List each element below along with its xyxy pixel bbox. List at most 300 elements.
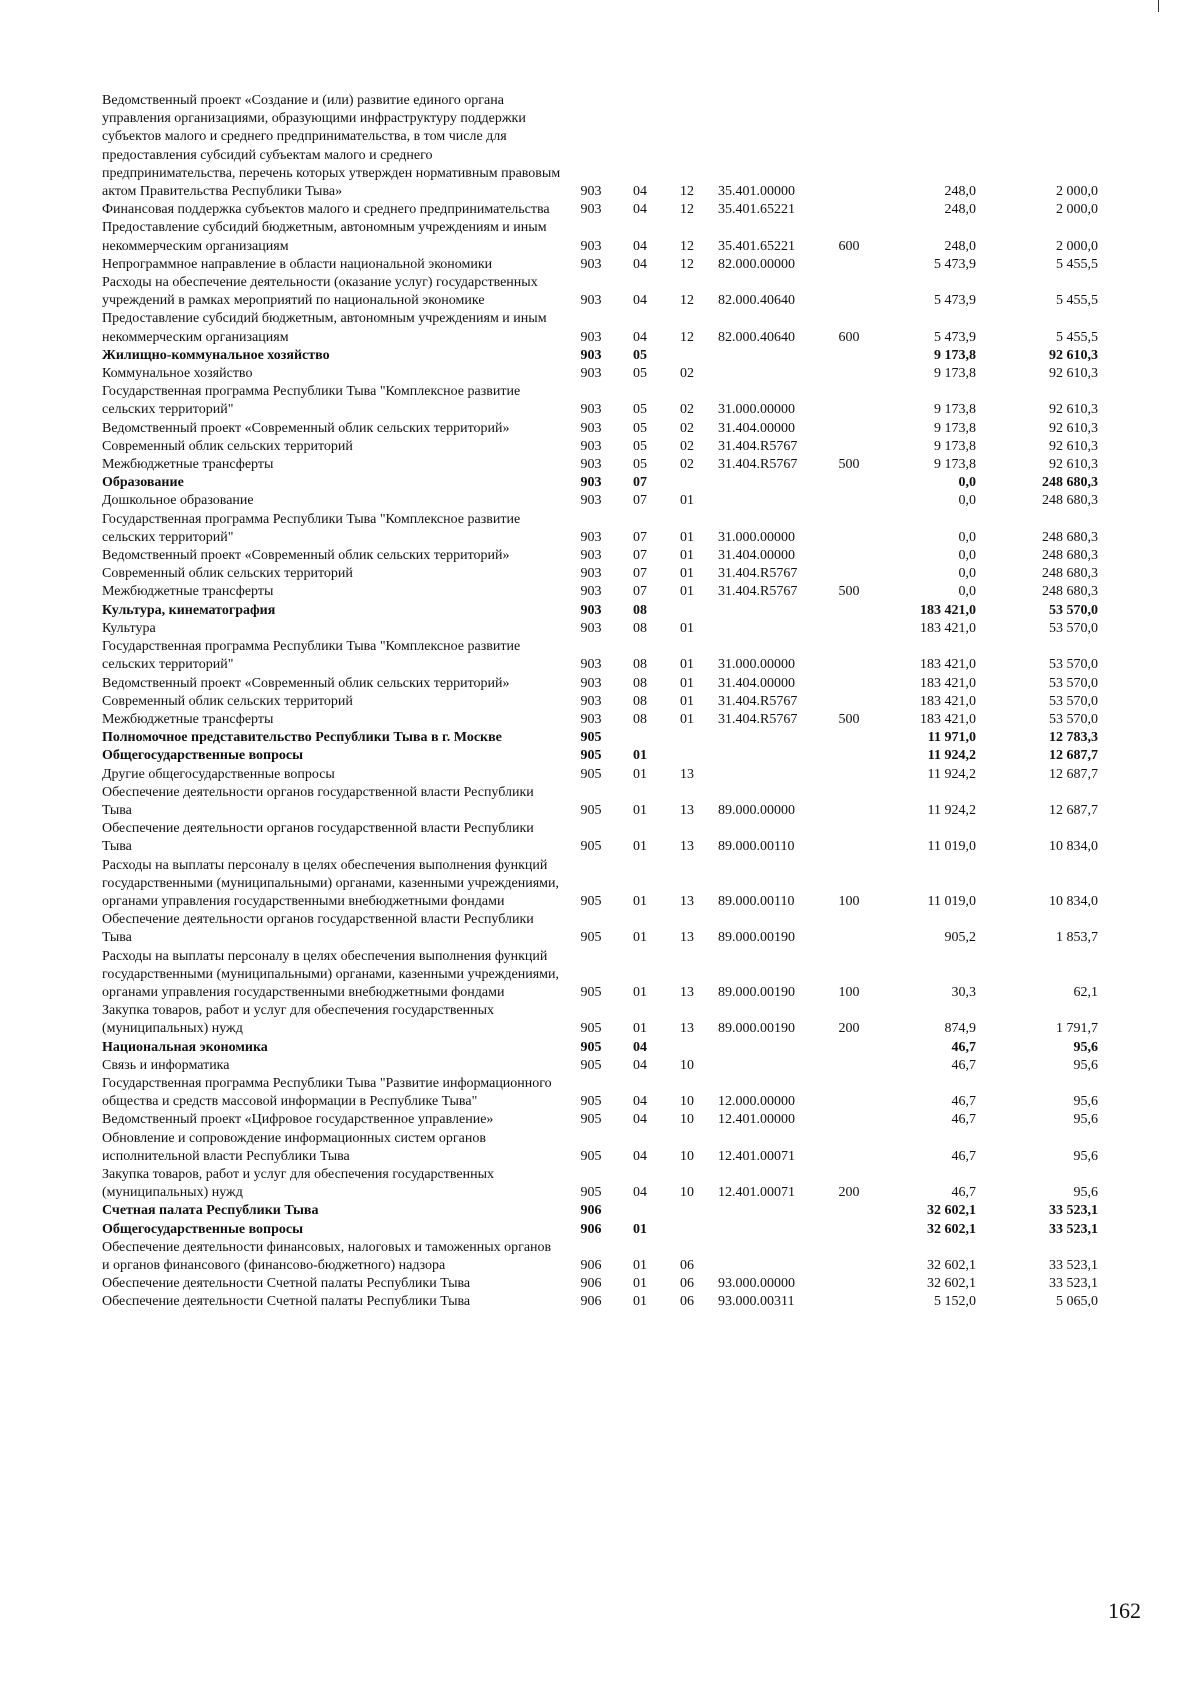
row-pr-code: 01	[680, 548, 694, 564]
row-name: Межбюджетные трансферты	[102, 711, 274, 727]
row-gr-code: 903	[580, 238, 602, 254]
row-csr-code: 82.000.00000	[718, 256, 795, 272]
row-gr-code: 905	[580, 984, 602, 1000]
row-vr-code: 100	[838, 893, 860, 909]
row-amount-2: 10 834,0	[1049, 839, 1098, 855]
row-pr-code: 02	[680, 438, 694, 454]
row-name: Расходы на выплаты персоналу в целях обеспечения выполнения функций государственными (муниципальными) органами, казенными учреждениями, органами управления государственными внебюджетными фондами	[102, 857, 559, 909]
row-amount-2: 95,6	[1073, 1094, 1098, 1110]
row-name: Жилищно-коммунальное хозяйство	[102, 347, 330, 363]
row-csr-code	[714, 1057, 826, 1075]
table-row	[102, 1075, 1112, 1111]
row-rz-code: 07	[633, 475, 647, 491]
row-amount-2: 12 687,7	[1049, 802, 1098, 818]
row-vr-code: 600	[838, 329, 860, 345]
row-gr-code: 905	[580, 802, 602, 818]
row-rz-code: 01	[633, 748, 647, 764]
row-amount-1: 5 473,9	[934, 329, 976, 345]
table-row	[102, 219, 1112, 255]
row-rz-code: 01	[633, 1221, 647, 1237]
row-vr-code	[826, 347, 872, 365]
row-pr-code: 12	[680, 238, 694, 254]
row-rz-code: 07	[633, 548, 647, 564]
row-name: Связь и информатика	[102, 1057, 230, 1073]
row-name: Закупка товаров, работ и услуг для обеспечения государственных (муниципальных) нужд	[102, 1003, 495, 1037]
budget-table	[102, 92, 1112, 1312]
row-name: Ведомственный проект «Создание и (или) развитие единого органа управления организациями, образующими инфраструктуру поддержки субъектов малого и среднего предпринимательства, в том числе для предоставления субсидий субъектам малого и среднего предпринимательства, перечень которых утвержден нормативным правовым актом Правительства Республики Тыва»	[102, 93, 561, 200]
row-name: Культура	[102, 620, 156, 636]
row-pr-code: 06	[680, 1258, 694, 1273]
row-csr-code: 31.404.00000	[718, 548, 795, 564]
row-name: Ведомственный проект «Современный облик сельских территорий»	[102, 675, 510, 691]
row-gr-code: 903	[580, 602, 602, 618]
row-gr-code: 906	[580, 1294, 602, 1310]
row-amount-2: 2 000,0	[1056, 238, 1098, 254]
row-name: Обеспечение деятельности финансовых, налоговых и таможенных органов и органов финансового (финансово-бюджетного) надзора	[102, 1239, 552, 1273]
row-name: Расходы на выплаты персоналу в целях обеспечения выполнения функций государственными (муниципальными) органами, казенными учреждениями, органами управления государственными внебюджетными фондами	[102, 948, 559, 1000]
table-row	[102, 511, 1112, 547]
row-amount-2: 2 000,0	[1056, 202, 1098, 218]
row-csr-code: 89.000.00000	[718, 802, 795, 818]
row-amount-2: 92 610,3	[1049, 438, 1098, 454]
row-vr-code	[826, 620, 872, 638]
table-row	[102, 820, 1112, 856]
row-amount-2: 92 610,3	[1049, 347, 1098, 363]
row-rz-code: 04	[633, 238, 647, 254]
row-gr-code: 905	[580, 766, 602, 782]
row-rz-code: 08	[633, 693, 647, 709]
row-amount-1: 9 173,8	[934, 347, 976, 363]
row-csr-code: 12.000.00000	[718, 1094, 795, 1110]
row-vr-code	[826, 565, 872, 583]
row-pr-code: 06	[680, 1294, 694, 1310]
row-amount-2: 33 523,1	[1049, 1203, 1098, 1219]
table-row	[102, 547, 1112, 565]
row-pr-code: 10	[680, 1148, 694, 1164]
row-gr-code: 905	[580, 1057, 602, 1073]
row-name: Обеспечение деятельности Счетной палаты Республики Тыва	[102, 1276, 471, 1292]
table-row	[102, 638, 1112, 674]
row-amount-1: 0,0	[958, 529, 976, 545]
row-rz-code: 04	[633, 293, 647, 309]
row-rz-code: 04	[633, 256, 647, 272]
table-row	[102, 1002, 1112, 1038]
row-vr-code	[826, 1221, 872, 1239]
row-vr-code: 500	[838, 584, 860, 600]
row-amount-1: 46,7	[951, 1112, 976, 1128]
row-pr-code	[660, 474, 714, 492]
row-csr-code	[714, 474, 826, 492]
row-pr-code: 13	[680, 1021, 694, 1037]
row-rz-code	[620, 1202, 660, 1220]
row-csr-code: 89.000.00110	[718, 893, 795, 909]
row-vr-code	[826, 911, 872, 947]
row-amount-1: 874,9	[944, 1021, 976, 1037]
row-rz-code: 07	[633, 493, 647, 509]
row-amount-2: 5 455,5	[1056, 293, 1098, 309]
row-pr-code: 13	[680, 802, 694, 818]
row-amount-2: 95,6	[1073, 1039, 1098, 1055]
row-amount-1: 248,0	[944, 184, 976, 200]
row-gr-code: 903	[580, 548, 602, 564]
row-amount-1: 183 421,0	[920, 693, 976, 709]
table-row	[102, 1293, 1112, 1311]
row-gr-code: 903	[580, 675, 602, 691]
row-amount-2: 248 680,3	[1042, 475, 1098, 491]
row-gr-code: 903	[580, 347, 602, 363]
row-csr-code: 35.401.65221	[718, 202, 795, 218]
row-pr-code: 02	[680, 457, 694, 473]
row-csr-code: 31.000.00000	[718, 529, 795, 545]
row-rz-code: 01	[633, 766, 647, 782]
table-row	[102, 857, 1112, 912]
row-gr-code: 905	[580, 1148, 602, 1164]
row-csr-code	[714, 747, 826, 765]
row-amount-1: 11 924,2	[927, 748, 976, 764]
row-vr-code	[826, 365, 872, 383]
table-row	[102, 383, 1112, 419]
row-gr-code: 906	[580, 1258, 602, 1273]
row-gr-code: 903	[580, 529, 602, 545]
row-name: Ведомственный проект «Современный облик сельских территорий»	[102, 548, 510, 564]
row-csr-code: 31.404.00000	[718, 675, 795, 691]
row-rz-code: 04	[633, 1094, 647, 1110]
row-pr-code: 01	[680, 693, 694, 709]
row-name: Государственная программа Республики Тыва "Комплексное развитие сельских территорий"	[102, 384, 521, 418]
row-csr-code	[714, 492, 826, 510]
row-csr-code	[714, 347, 826, 365]
row-vr-code	[826, 820, 872, 856]
row-gr-code: 903	[580, 293, 602, 309]
row-pr-code	[660, 1202, 714, 1220]
row-gr-code: 903	[580, 711, 602, 727]
row-rz-code: 05	[633, 457, 647, 473]
table-row	[102, 256, 1112, 274]
row-rz-code: 08	[633, 620, 647, 636]
row-pr-code: 02	[680, 420, 694, 436]
table-row	[102, 1111, 1112, 1129]
row-csr-code: 35.401.65221	[718, 238, 795, 254]
row-amount-2: 33 523,1	[1049, 1276, 1098, 1292]
row-gr-code: 906	[580, 1203, 602, 1219]
table-row	[102, 948, 1112, 1003]
row-rz-code: 04	[633, 1112, 647, 1128]
row-rz-code: 05	[633, 402, 647, 418]
row-rz-code: 08	[633, 675, 647, 691]
row-amount-1: 183 421,0	[920, 657, 976, 673]
table-row	[102, 1166, 1112, 1202]
row-csr-code: 31.404.R5767	[718, 711, 798, 727]
row-rz-code: 01	[633, 839, 647, 855]
row-csr-code: 12.401.00071	[718, 1148, 795, 1164]
row-pr-code: 10	[680, 1057, 694, 1073]
row-amount-1: 183 421,0	[920, 675, 976, 691]
row-amount-1: 9 173,8	[934, 420, 976, 436]
row-name: Государственная программа Республики Тыва "Комплексное развитие сельских территорий"	[102, 639, 521, 673]
row-vr-code	[826, 602, 872, 620]
row-rz-code: 08	[633, 657, 647, 673]
row-amount-2: 33 523,1	[1049, 1221, 1098, 1237]
row-amount-2: 53 570,0	[1049, 620, 1098, 636]
row-csr-code	[714, 620, 826, 638]
row-csr-code	[714, 602, 826, 620]
row-vr-code	[826, 675, 872, 693]
table-row	[102, 693, 1112, 711]
row-vr-code	[826, 1293, 872, 1311]
row-csr-code	[714, 1239, 826, 1275]
row-amount-1: 0,0	[958, 493, 976, 509]
row-name: Современный облик сельских территорий	[102, 693, 353, 709]
row-vr-code	[826, 784, 872, 820]
row-pr-code	[660, 1221, 714, 1239]
row-amount-1: 183 421,0	[920, 620, 976, 636]
row-name: Межбюджетные трансферты	[102, 457, 274, 473]
row-gr-code: 903	[580, 438, 602, 454]
row-csr-code: 89.000.00190	[718, 1021, 795, 1037]
row-vr-code	[826, 511, 872, 547]
row-amount-1: 248,0	[944, 238, 976, 254]
row-name: Непрограммное направление в области национальной экономики	[102, 256, 493, 272]
table-row	[102, 711, 1112, 729]
table-row	[102, 784, 1112, 820]
row-gr-code: 906	[580, 1276, 602, 1292]
row-gr-code: 905	[580, 1021, 602, 1037]
table-row	[102, 1057, 1112, 1075]
row-amount-2: 248 680,3	[1042, 548, 1098, 564]
row-pr-code: 02	[680, 366, 694, 382]
row-gr-code: 905	[580, 1039, 602, 1055]
row-rz-code: 05	[633, 438, 647, 454]
row-csr-code	[714, 1202, 826, 1220]
row-rz-code: 01	[633, 1021, 647, 1037]
row-csr-code: 31.404.R5767	[718, 584, 798, 600]
row-amount-1: 9 173,8	[934, 366, 976, 382]
table-row	[102, 583, 1112, 601]
row-pr-code: 10	[680, 1185, 694, 1201]
row-amount-1: 11 019,0	[927, 839, 976, 855]
row-pr-code: 06	[680, 1276, 694, 1292]
row-amount-2: 2 000,0	[1056, 184, 1098, 200]
row-gr-code: 903	[580, 620, 602, 636]
table-row	[102, 365, 1112, 383]
row-pr-code	[660, 747, 714, 765]
row-vr-code: 200	[838, 1021, 860, 1037]
row-csr-code: 31.404.00000	[718, 420, 795, 436]
row-gr-code: 905	[580, 1094, 602, 1110]
row-amount-1: 46,7	[951, 1039, 976, 1055]
row-vr-code	[826, 474, 872, 492]
row-vr-code	[826, 766, 872, 784]
row-rz-code: 04	[633, 1148, 647, 1164]
row-gr-code: 903	[580, 584, 602, 600]
row-amount-2: 248 680,3	[1042, 529, 1098, 545]
row-rz-code: 05	[633, 347, 647, 363]
row-name: Предоставление субсидий бюджетным, автономным учреждениям и иным некоммерческим организациям	[102, 220, 547, 254]
table-row	[102, 1275, 1112, 1293]
row-vr-code: 500	[838, 711, 860, 727]
row-amount-1: 248,0	[944, 202, 976, 218]
row-rz-code: 04	[633, 1185, 647, 1201]
row-rz-code: 04	[633, 184, 647, 200]
row-vr-code	[826, 1057, 872, 1075]
row-amount-1: 46,7	[951, 1094, 976, 1110]
table-row	[102, 620, 1112, 638]
row-vr-code	[826, 638, 872, 674]
row-vr-code: 200	[838, 1185, 860, 1201]
row-name: Общегосударственные вопросы	[102, 748, 304, 764]
row-amount-2: 33 523,1	[1049, 1258, 1098, 1273]
table-row	[102, 602, 1112, 620]
row-amount-2: 12 687,7	[1049, 748, 1098, 764]
row-csr-code	[714, 365, 826, 383]
row-vr-code	[826, 92, 872, 201]
row-name: Ведомственный проект «Цифровое государственное управление»	[102, 1112, 494, 1128]
row-rz-code: 01	[633, 984, 647, 1000]
row-pr-code: 01	[680, 675, 694, 691]
row-pr-code: 01	[680, 711, 694, 727]
row-name: Счетная палата Республики Тыва	[102, 1203, 319, 1219]
row-amount-1: 0,0	[958, 566, 976, 582]
row-amount-2: 5 455,5	[1056, 256, 1098, 272]
row-amount-2: 95,6	[1073, 1185, 1098, 1201]
row-name: Государственная программа Республики Тыва "Развитие информационного общества и средств массовой информации в Республике Тыва"	[102, 1075, 552, 1110]
row-rz-code: 08	[633, 711, 647, 727]
row-amount-2: 248 680,3	[1042, 566, 1098, 582]
row-gr-code: 903	[580, 693, 602, 709]
row-name: Ведомственный проект «Современный облик сельских территорий»	[102, 420, 510, 436]
row-amount-1: 46,7	[951, 1148, 976, 1164]
row-gr-code: 903	[580, 457, 602, 473]
row-vr-code	[826, 547, 872, 565]
row-csr-code: 12.401.00071	[718, 1185, 795, 1201]
row-vr-code: 100	[838, 984, 860, 1000]
row-gr-code: 903	[580, 366, 602, 382]
row-name: Образование	[102, 475, 184, 491]
row-amount-1: 32 602,1	[927, 1203, 976, 1219]
table-row	[102, 274, 1112, 310]
row-gr-code: 905	[580, 1185, 602, 1201]
row-amount-2: 95,6	[1073, 1057, 1098, 1073]
row-pr-code	[660, 729, 714, 747]
table-row	[102, 1239, 1112, 1275]
row-amount-2: 92 610,3	[1049, 402, 1098, 418]
row-pr-code: 02	[680, 402, 694, 418]
row-name: Обновление и сопровождение информационных систем органов исполнительной власти Республики Тыва	[102, 1130, 486, 1164]
row-amount-1: 183 421,0	[920, 602, 976, 618]
row-vr-code	[826, 274, 872, 310]
table-row	[102, 347, 1112, 365]
row-amount-1: 183 421,0	[920, 711, 976, 727]
row-gr-code: 903	[580, 493, 602, 509]
row-pr-code: 10	[680, 1112, 694, 1128]
table-row	[102, 92, 1112, 201]
row-vr-code	[826, 1039, 872, 1057]
table-row	[102, 456, 1112, 474]
row-pr-code: 12	[680, 256, 694, 272]
table-row	[102, 747, 1112, 765]
row-csr-code: 82.000.40640	[718, 329, 795, 345]
table-row	[102, 420, 1112, 438]
row-csr-code: 31.404.R5767	[718, 693, 798, 709]
row-pr-code: 12	[680, 329, 694, 345]
row-pr-code: 01	[680, 620, 694, 636]
row-amount-2: 5 455,5	[1056, 329, 1098, 345]
row-rz-code: 01	[633, 1258, 647, 1273]
row-amount-2: 53 570,0	[1049, 602, 1098, 618]
row-csr-code: 93.000.00000	[718, 1276, 795, 1292]
table-row	[102, 201, 1112, 219]
row-name: Современный облик сельских территорий	[102, 438, 353, 454]
budget-table-body	[102, 92, 1112, 1312]
row-name: Предоставление субсидий бюджетным, автономным учреждениям и иным некоммерческим организациям	[102, 311, 547, 345]
row-gr-code: 905	[580, 748, 602, 764]
row-vr-code	[826, 1202, 872, 1220]
row-rz-code: 01	[633, 930, 647, 946]
row-amount-2: 53 570,0	[1049, 693, 1098, 709]
row-amount-1: 32 602,1	[927, 1276, 976, 1292]
row-amount-1: 11 924,2	[927, 802, 976, 818]
row-amount-1: 30,3	[951, 984, 976, 1000]
row-csr-code: 31.404.R5767	[718, 438, 798, 454]
row-pr-code: 01	[680, 657, 694, 673]
row-vr-code	[826, 1111, 872, 1129]
row-gr-code: 903	[580, 420, 602, 436]
row-amount-1: 9 173,8	[934, 402, 976, 418]
row-csr-code: 89.000.00190	[718, 984, 795, 1000]
row-amount-2: 53 570,0	[1049, 711, 1098, 727]
row-amount-2: 1 791,7	[1056, 1021, 1098, 1037]
row-amount-1: 11 971,0	[927, 730, 976, 746]
row-amount-2: 92 610,3	[1049, 457, 1098, 473]
row-gr-code: 905	[580, 893, 602, 909]
row-amount-1: 32 602,1	[927, 1221, 976, 1237]
row-amount-1: 0,0	[958, 475, 976, 491]
row-pr-code	[660, 1039, 714, 1057]
row-gr-code: 903	[580, 184, 602, 200]
row-pr-code: 13	[680, 766, 694, 782]
row-amount-2: 53 570,0	[1049, 675, 1098, 691]
row-csr-code	[714, 1039, 826, 1057]
row-name: Коммунальное хозяйство	[102, 366, 253, 382]
row-amount-1: 9 173,8	[934, 438, 976, 454]
row-pr-code: 12	[680, 293, 694, 309]
row-rz-code: 08	[633, 602, 647, 618]
row-amount-2: 92 610,3	[1049, 366, 1098, 382]
row-csr-code: 89.000.00110	[718, 839, 795, 855]
row-vr-code: 600	[838, 238, 860, 254]
row-vr-code	[826, 383, 872, 419]
row-vr-code	[826, 729, 872, 747]
row-amount-2: 10 834,0	[1049, 893, 1098, 909]
row-vr-code	[826, 492, 872, 510]
page-number: 162	[1108, 1598, 1141, 1623]
row-gr-code: 903	[580, 475, 602, 491]
row-amount-1: 0,0	[958, 548, 976, 564]
row-name: Межбюджетные трансферты	[102, 584, 274, 600]
row-vr-code	[826, 1130, 872, 1166]
row-pr-code: 13	[680, 839, 694, 855]
row-gr-code: 906	[580, 1221, 602, 1237]
row-csr-code	[714, 729, 826, 747]
row-pr-code: 01	[680, 529, 694, 545]
table-row	[102, 1130, 1112, 1166]
row-amount-2: 5 065,0	[1056, 1294, 1098, 1310]
row-pr-code: 01	[680, 584, 694, 600]
scan-edge-mark	[1158, 0, 1159, 12]
table-row	[102, 675, 1112, 693]
row-gr-code: 903	[580, 566, 602, 582]
row-vr-code	[826, 693, 872, 711]
